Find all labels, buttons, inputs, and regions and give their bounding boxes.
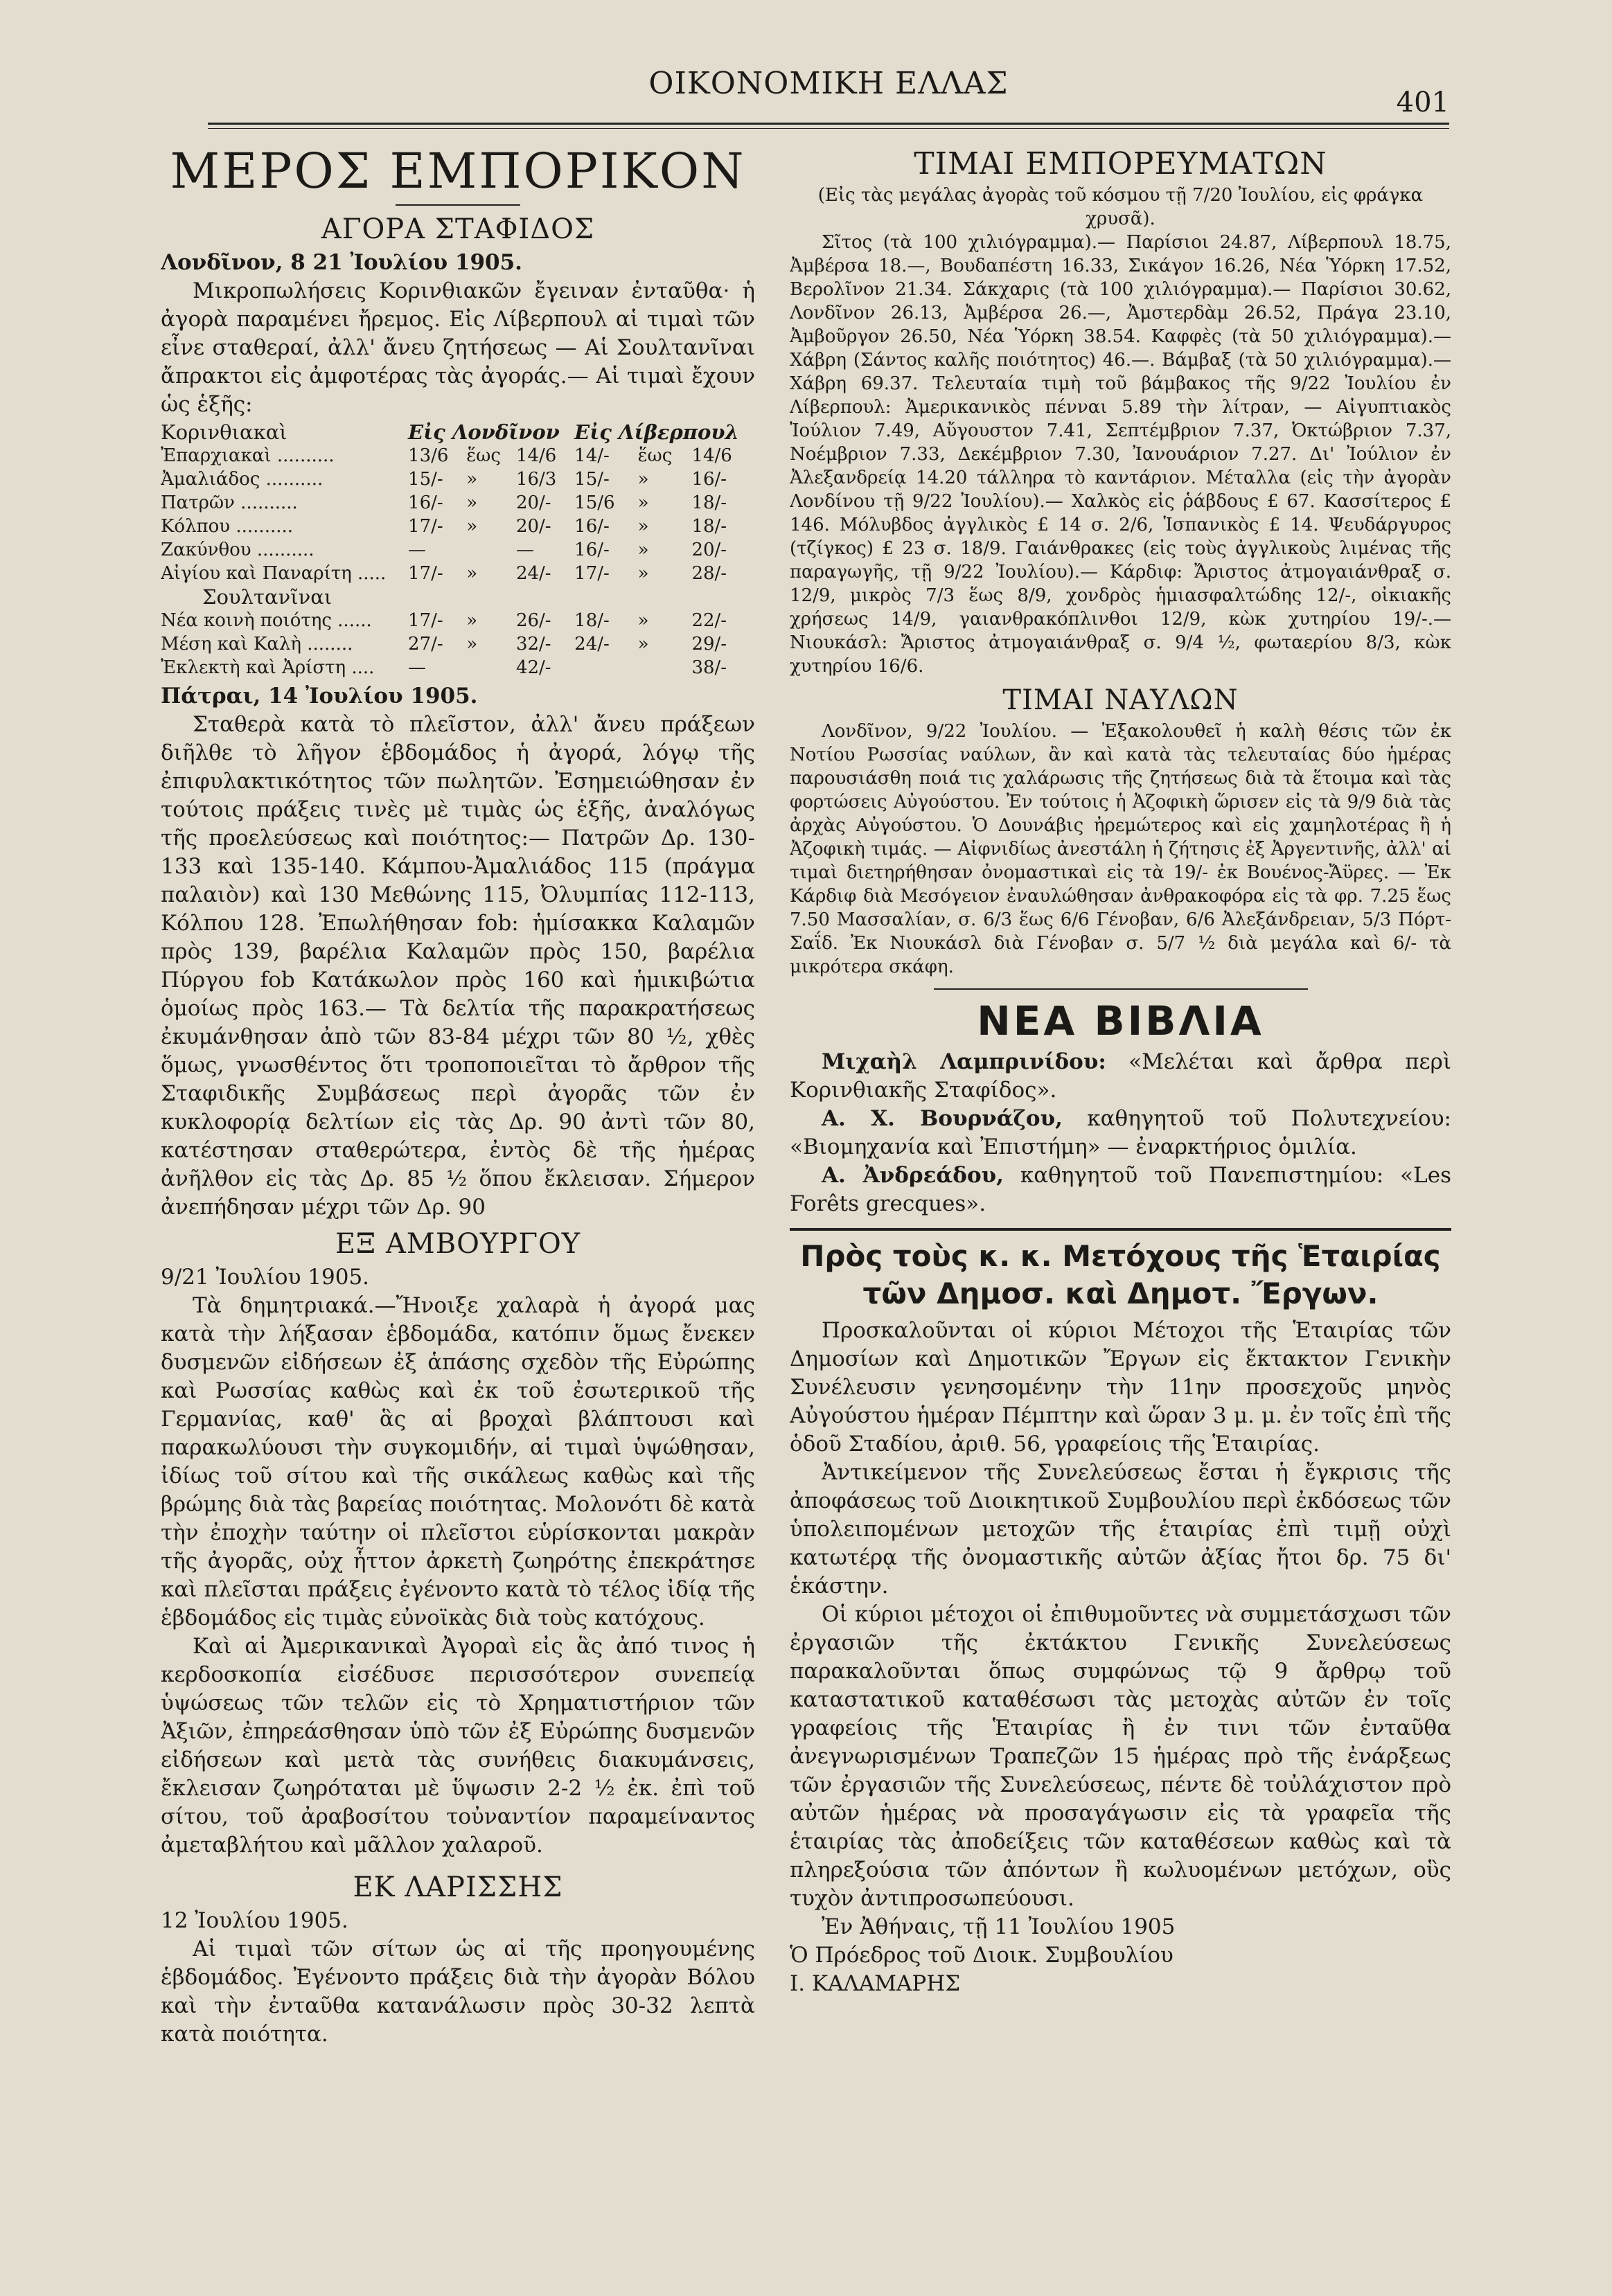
notice-date: Ἐν Ἀθήναις, τῇ 11 Ἰουλίου 1905 (822, 1914, 1176, 1939)
notice-signature-name: Ι. ΚΑΛΑΜΑΡΗΣ (790, 1971, 961, 1996)
prices-title: ΤΙΜΑΙ ΕΜΠΟΡΕΥΜΑΤΩΝ (914, 146, 1327, 181)
table-header-london: Εἰς Λονδῖνον (408, 420, 560, 444)
book-author: Α. Χ. Βουρνάζου, (822, 1106, 1063, 1131)
row-value: — (408, 657, 427, 678)
sultana-label: Σουλτανῖναι (202, 585, 333, 609)
row-value: 28/- (691, 563, 727, 584)
row-value: 16/3 (515, 469, 557, 490)
row-value (574, 656, 637, 679)
london-dateline: Λονδῖνον, 8 21 Ἰουλίου 1905. (161, 250, 522, 275)
title-rule (396, 204, 520, 206)
right-column (790, 142, 1451, 2275)
row-name: Ἀμαλιάδος .......... (161, 469, 324, 490)
hamburg-paragraph-1: Τὰ δημητριακά.—Ἤνοιξε χαλαρὰ ἡ ἀγορά μας κατὰ τὴν λήξασαν ἑβδομάδα, κατόπιν ὅμως ἔνεκεν δυσμενῶν εἰδήσεων ἐξ ἁπάσης σχεδὸν τῆς Εὐρώπης καὶ Ρωσσίας καθὼς καὶ ἐκ τοῦ ἐσωτερικοῦ τῆς Γερμανίας, καθ' ἃς αἱ βροχαὶ βλάπτουσι καὶ παρακωλύουσι τὴν συγκομιδήν, αἱ τιμαὶ ὑψώθησαν, ἰδίως τοῦ σίτου καὶ τῆς σικάλεως καθὼς καὶ τῆς βρώμης διὰ τὰς βαρείας ποιότητας. Μολονότι δὲ κατὰ τὴν ἐποχὴν ταύτην οἱ πλεῖστοι εὑρίσκονται μακρὰν τῆς ἀγορᾶς, οὐχ ἧττον ἀρκετὴ ζωηρότης ἐπεκράτησε καὶ πλεῖσται πράξεις ἐγένοντο κατὰ τὸ τέλος ἰδίᾳ τῆς ἑβδομάδος εἰς τιμὰς εὐνοϊκὰς διὰ τοὺς κατόχους. (161, 1293, 755, 1630)
row-name: Νέα κοινὴ ποιότης ...... (161, 610, 372, 631)
row-value: 13/6 (408, 445, 449, 466)
row-value: 27/- (408, 634, 443, 655)
agora-title: ΑΓΟΡΑ ΣΤΑΦΙΔΟΣ (321, 213, 595, 245)
left-column (161, 142, 755, 2275)
book-title: καθηγητοῦ τοῦ Πανεπιστημίου: «Les Forêts grecques». (790, 1163, 1451, 1216)
row-value: 22/- (691, 610, 727, 631)
row-name: Ζακύνθου .......... (161, 540, 315, 560)
table-row (161, 632, 755, 656)
row-value: 17/- (408, 563, 443, 584)
section-divider (934, 988, 1308, 990)
row-value: 16/- (574, 540, 610, 560)
book-author: Α. Ἀνδρεάδου, (822, 1163, 1004, 1188)
table-row (161, 562, 755, 585)
row-sep: » (466, 516, 478, 537)
notice-title: Πρὸς τοὺς κ. κ. Μετόχους τῆς Ἑταιρίας τῶν Δημοσ. καὶ Δημοτ. Ἔργων. (800, 1239, 1441, 1310)
larissa-title: ΕΚ ΛΑΡΙΣΣΗΣ (353, 1871, 563, 1903)
raisin-price-table (161, 420, 755, 679)
journal-title: ΟΙΚΟΝΟΜΙΚΗ ΕΛΛΑΣ (648, 66, 1009, 101)
row-sep: ἕως (637, 445, 673, 466)
header-rule (208, 123, 1449, 125)
notice-paragraph-1: Προσκαλοῦνται οἱ κύριοι Μέτοχοι τῆς Ἑταιρίας τῶν Δημοσίων καὶ Δημοτικῶν Ἔργων εἰς ἔκτακτον Γενικὴν Συνέλευσιν γενησομένην τὴν 11ην προσεχοῦς μηνὸς Αὐγούστου ἡμέραν Πέμπτην καὶ ὥραν 3 μ. μ. ἐν τοῖς ἐπὶ τῆς ὁδοῦ Σταδίου, ἀριθ. 56, γραφείοις τῆς Ἑταιρίας. (790, 1318, 1451, 1457)
row-sep: » (637, 516, 649, 537)
row-value: 29/- (691, 634, 727, 655)
book-title: «Μελέται καὶ ἄρθρα περὶ Κορινθιακῆς Σταφίδος». (790, 1049, 1451, 1103)
row-value: 24/- (574, 634, 610, 655)
hamburg-paragraph-2: Καὶ αἱ Ἀμερικανικαὶ Ἀγοραὶ εἰς ἃς ἀπό τινος ἡ κερδοσκοπία εἰσέδυσε περισσότερον συνεπείᾳ ὑψώσεως τῶν τελῶν εἰς τὸ Χρηματιστήριον τῶν Ἀξιῶν, ἐπηρεάσθησαν ὑπὸ τῶν ἐξ Εὐρώπης δυσμενῶν εἰδήσεων καὶ μετὰ τὰς συνήθεις διακυμάνσεις, ἔκλεισαν ζωηρόταται μὲ ὕψωσιν 2-2 ½ ἐκ. ἐπὶ τοῦ σίτου, τοῦ ἀραβοσίτου τοὐναντίον παραμείναντος ἀμεταβλήτου καὶ μᾶλλον χαλαροῦ. (161, 1634, 755, 1858)
row-value: 24/- (515, 563, 551, 584)
row-value: 14/6 (691, 445, 732, 466)
larissa-dateline: 12 Ἰουλίου 1905. (161, 1908, 348, 1933)
row-sep (466, 538, 516, 562)
freight-title: ΤΙΜΑΙ ΝΑΥΛΩΝ (1002, 684, 1239, 716)
book-title: καθηγητοῦ τοῦ Πολυτεχνείου: «Βιομηχανία καὶ Ἐπιστήμη» — ἐναρκτήριος ὁμιλία. (790, 1106, 1451, 1159)
row-name: Ἐκλεκτὴ καὶ Ἀρίστη .... (161, 657, 375, 678)
hamburg-dateline: 9/21 Ἰουλίου 1905. (161, 1265, 370, 1290)
row-sep: » (466, 469, 478, 490)
row-name: Αἰγίου καὶ Παναρίτη ..... (161, 563, 387, 584)
larissa-text: Αἱ τιμαὶ τῶν σίτων ὡς αἱ τῆς προηγουμένης ἑβδομάδος. Ἐγένοντο πράξεις διὰ τὴν ἀγορὰν Βόλου καὶ τὴν ἐνταῦθα κατανάλωσιν πρὸς 30-32 λεπτὰ κατὰ ποιότητα. (161, 1937, 755, 2047)
book-entry-1 (790, 1048, 1451, 1105)
patras-text: Σταθερὰ κατὰ τὸ πλεῖστον, ἀλλ' ἄνευ πράξεων διῆλθε τὸ λῆγον ἑβδομάδος ἡ ἀγορά, λόγῳ τῆς ἐπιφυλακτικότητος τῶν πωλητῶν. Ἐσημειώθησαν ἐν τούτοις πράξεις τινὲς μὲ τιμὰς ὡς ἑξῆς, ἀναλόγως τῆς προελεύσεως καὶ ποιότητος:— Πατρῶν Δρ. 130-133 καὶ 135-140. Κάμπου-Ἀμαλιάδος 115 (πράγμα παλαιὸν) καὶ 130 Μεθώνης 115, Ὀλυμπίας 112-113, Κόλπου 128. Ἐπωλήθησαν fob: ἡμίσακκα Καλαμῶν πρὸς 139, βαρέλια Καλαμῶν πρὸς 150, βαρέλια Πύργου fob Κατάκωλον πρὸς 160 καὶ ἡμικιβώτια ὁμοίως πρὸς 163.— Τὰ δελτία τῆς παρακρατήσεως ἐκυμάνθησαν ἀπὸ τῶν 83-84 μέχρι τῶν 80 ½, χθὲς ὅμως, γνωσθέντος ὅτι τροποποιεῖται τὸ ἄρθρον τῆς Σταφιδικῆς Συμβάσεως περὶ ἀγορᾶς τῶν ἐν κυκλοφορίᾳ δελτίων εἰς τὰς Δρ. 90 ἀντὶ τῶν 80, κατέστησαν σταθερώτερα, ἐντὸς δὲ τῆς ἡμέρας ἀνῆλθον εἰς τὰς Δρ. 85 ½ ὅπου ἔκλεισαν. Σήμερον ἀνεπήδησαν μέχρι τῶν Δρ. 90 (161, 712, 755, 1220)
row-value: — (515, 540, 534, 560)
table-row (161, 491, 755, 515)
header-rule-thin (208, 128, 1449, 129)
section-title: ΜΕΡΟΣ ΕΜΠΟΡΙΚΟΝ (170, 143, 746, 199)
row-sep: » (637, 492, 649, 513)
book-entry-2 (790, 1105, 1451, 1162)
book-author: Μιχαὴλ Λαμπρινίδου: (822, 1049, 1106, 1074)
row-sep: » (637, 469, 649, 490)
row-value: 17/- (408, 610, 443, 631)
row-sep: » (466, 563, 478, 584)
table-row (161, 468, 755, 491)
table-row (161, 515, 755, 538)
row-sep: » (466, 492, 478, 513)
row-value: 18/- (691, 516, 727, 537)
row-sep: » (637, 634, 649, 655)
row-value: 14/- (574, 445, 610, 466)
row-value: 18/- (691, 492, 727, 513)
row-sep (638, 656, 692, 679)
row-name: Πατρῶν .......... (161, 492, 298, 513)
row-sep (466, 656, 516, 679)
row-value: 16/- (691, 469, 727, 490)
row-value: 18/- (574, 610, 610, 631)
book-entry-3 (790, 1162, 1451, 1218)
prices-subtitle: (Εἰς τὰς μεγάλας ἀγορὰς τοῦ κόσμου τῇ 7/20 Ἰουλίου, εἰς φράγκα χρυσᾶ). (817, 185, 1424, 229)
table-header-liverpool: Εἰς Λίβερπουλ (574, 420, 739, 444)
table-header-name: Κορινθιακαὶ (161, 420, 287, 444)
row-sep: » (637, 610, 649, 631)
row-value: 42/- (515, 657, 551, 678)
row-sep: » (466, 610, 478, 631)
row-value: 17/- (408, 516, 443, 537)
row-value: 14/6 (515, 445, 557, 466)
patras-dateline: Πάτραι, 14 Ἰουλίου 1905. (161, 684, 478, 709)
row-sep: » (466, 634, 478, 655)
row-value: 26/- (515, 610, 551, 631)
table-row (161, 656, 755, 679)
row-value: 15/- (574, 469, 610, 490)
table-header-row (161, 420, 755, 444)
table-row (161, 609, 755, 632)
prices-text: Σῖτος (τὰ 100 χιλιόγραμμα).— Παρίσιοι 24.87, Λίβερπουλ 18.75, Ἀμβέρσα 18.—, Βουδαπέστη 16.33, Σικάγον 16.26, Νέα Ὑόρκη 17.52, Βερολῖνον 21.34. Σάκχαρις (τὰ 100 χιλιόγραμμα).— Παρίσιοι 30.62, Λονδῖνον 26.13, Ἀμβέρσα 26.—, Ἀμστερδὰμ 26.52, Πράγα 23.10, Ἀμβοῦργον 26.50, Νέα Ὑόρκη 38.54. Καφφὲς (τὰ 50 χιλιόγραμμα).— Χάβρη (Σάντος καλῆς ποιότητος) 46.—. Βάμβαξ (τὰ 50 χιλιόγραμμα).— Χάβρη 69.37. Τελευταία τιμὴ τοῦ βάμβακος τῆς 9/22 Ἰουλίου ἐν Λίβερπουλ: Ἀμερικανικὸς πένναι 5.89 τὴν λίτραν, — Αἰγυπτιακὸς Ἰούλιον 7.49, Αὔγουστον 7.41, Σεπτέμβριον 7.37, Ὀκτώβριον 7.37, Νοέμβριον 7.33, Δεκέμβριον 7.30, Ἰανουάριον 7.27. Δι' Ἰούλιον ἐν Ἀλεξανδρείᾳ 14.20 τάλληρα τὸ καντάριον. Μέταλλα (εἰς τὴν ἀγορὰν Λονδίνου τῇ 9/22 Ἰουλίου).— Χαλκὸς εἰς ῥάβδους £ 67. Κασσίτερος £ 146. Μόλυβδος ἀγγλικὸς £ 14 σ. 2/6, Ἱσπανικὸς £ 14. Ψευδάργυρος (τζίγκος) £ 23 σ. 18/9. Γαιάνθρακες (εἰς τοὺς ἀγγλικοὺς λιμένας τῆς παραγωγῆς, τῇ 9/22 Ἰουλίου).— Κάρδιφ: Ἄριστος ἀτμογαιάνθραξ σ. 12/9, μικρὸς 7/3 ἕως 8/9, χονδρὸς ἡμιασφαλτώδης 12/-, οἰκιακῆς χρήσεως 14/9, γαιανθρακόπλινθοι 12/9, κὼκ χυτηρίου 19/-.— Νιουκάσλ: Ἄριστος ἀτμογαιάνθραξ σ. 9/4 ½, φωταερίου 8/3, κὼκ χυτηρίου 16/6. (790, 232, 1451, 677)
row-value: 15/6 (574, 492, 615, 513)
books-title: ΝΕΑ ΒΙΒΛΙΑ (977, 997, 1264, 1044)
row-name: Ἐπαρχιακαὶ .......... (161, 445, 335, 466)
page-number: 401 (1396, 87, 1449, 118)
row-value: 20/- (691, 540, 727, 560)
row-value: 15/- (408, 469, 443, 490)
notice-paragraph-3: Οἱ κύριοι μέτοχοι οἱ ἐπιθυμοῦντες νὰ συμμετάσχωσι τῶν ἐργασιῶν τῆς ἐκτάκτου Γενικῆς Συνελεύσεως παρακαλοῦνται ὅπως συμφώνως τῷ 9 ἄρθρῳ τοῦ καταστατικοῦ καταθέσωσι τὰς μετοχὰς αὐτῶν ἐν τοῖς γραφείοις τῆς Ἑταιρίας ἢ ἐν τινι τῶν ἐνταῦθα ἀνεγνωρισμένων Τραπεζῶν 15 ἡμέρας πρὸ τῆς ἐνάρξεως τῶν ἐργασιῶν τῆς Συνελεύσεως, πέντε δὲ τοὐλάχιστον πρὸ αὐτῶν ἡμέρας νὰ προσαγάγωσιν εἰς τὰ γραφεῖα τῆς ἑταιρίας τὰς ἀποδείξεις τῶν καταθέσεων καθὼς καὶ τὰ πληρεξούσια τῶν ἀπόντων ἢ κωλυομένων μετόχων, οὓς τυχὸν ἀντιπροσωπεύουσι. (790, 1602, 1451, 1911)
freight-text: Λονδῖνον, 9/22 Ἰουλίου. — Ἐξακολουθεῖ ἡ καλὴ θέσις τῶν ἐκ Νοτίου Ρωσσίας ναύλων, ἂν καὶ κατὰ τὰς τελευταίας δύο ἡμέρας παρουσιάσθη ποιά τις χαλάρωσις τῆς ζητήσεως διὰ τὰ ἕτοιμα καὶ τὰς φορτώσεις Αὐγούστου. Ἐν τούτοις ἡ Ἀζοφικὴ ὥρισεν εἰς τὰ 9/9 διὰ τὰς ἀρχὰς Αὐγούστου. Ὁ Δουνάβις ἠρεμώτερος καὶ εἰς χαμηλοτέρας ἢ ἡ Ἀζοφικὴ τιμάς. — Αἰφνιδίως ἀνεστάλη ἡ ζήτησις ἐξ Ἀργεντινῆς, ἀλλ' αἱ τιμαὶ διετηρήθησαν ὀνομαστικαὶ εἰς τὰ 19/- ἐκ Βουένος-Ἄϋρες. — Ἐκ Κάρδιφ διὰ Μεσόγειον ἐναυλώθησαν ἀνθρακοφόρα εἰς τὰ φρ. 7.25 ἕως 7.50 Μασσαλίαν, σ. 6/3 ἕως 6/6 Γένοβαν, 6/6 Ἀλεξάνδρειαν, 5/3 Πόρτ-Σαΐδ. Ἐκ Νιουκάσλ διὰ Γένοβαν σ. 5/7 ½ διὰ μεγάλα καὶ 6/- τὰ μικρότερα σκάφη. (790, 721, 1451, 977)
row-value: 32/- (515, 634, 551, 655)
row-sep: ἕως (466, 445, 501, 466)
row-name: Μέση καὶ Καλὴ ........ (161, 634, 353, 655)
london-text: Μικροπωλήσεις Κορινθιακῶν ἔγειναν ἐνταῦθα· ἡ ἀγορὰ παραμένει ἤρεμος. Εἰς Λίβερπουλ αἱ τιμαὶ τῶν εἶνε σταθεραί, ἀλλ' ἄνευ ζητήσεως — Αἱ Σουλτανῖναι ἄπρακτοι εἰς ἀμφοτέρας τὰς ἀγοράς.— Αἱ τιμαὶ ἔχουν ὡς ἑξῆς: (161, 278, 755, 417)
row-value: 16/- (574, 516, 610, 537)
row-name: Κόλπου .......... (161, 516, 294, 537)
page-header (208, 66, 1449, 142)
hamburg-title: ΕΞ ΑΜΒΟΥΡΓΟΥ (335, 1228, 581, 1260)
row-value: 20/- (515, 516, 551, 537)
sultana-label-row (161, 585, 755, 609)
row-value: 20/- (515, 492, 551, 513)
row-sep: » (637, 540, 649, 560)
table-row (161, 538, 755, 562)
row-value: 17/- (574, 563, 610, 584)
row-sep: » (637, 563, 649, 584)
row-value: — (408, 540, 427, 560)
table-row (161, 444, 755, 468)
row-value: 38/- (691, 657, 727, 678)
notice-paragraph-2: Ἀντικείμενον τῆς Συνελεύσεως ἔσται ἡ ἔγκρισις τῆς ἀποφάσεως τοῦ Διοικητικοῦ Συμβουλίου περὶ ἐκδόσεως τῶν ὑπολειπομένων μετοχῶν τῆς ἑταιρίας ἐπὶ τιμῇ οὐχὶ κατωτέρᾳ τῆς ὀνομαστικῆς αὐτῶν ἀξίας ἤτοι δρ. 75 δι' ἑκάστην. (790, 1460, 1451, 1599)
notice-signature-role: Ὁ Πρόεδρος τοῦ Διοικ. Συμβουλίου (790, 1943, 1173, 1968)
row-value: 16/- (408, 492, 443, 513)
notice-rule (790, 1228, 1451, 1231)
